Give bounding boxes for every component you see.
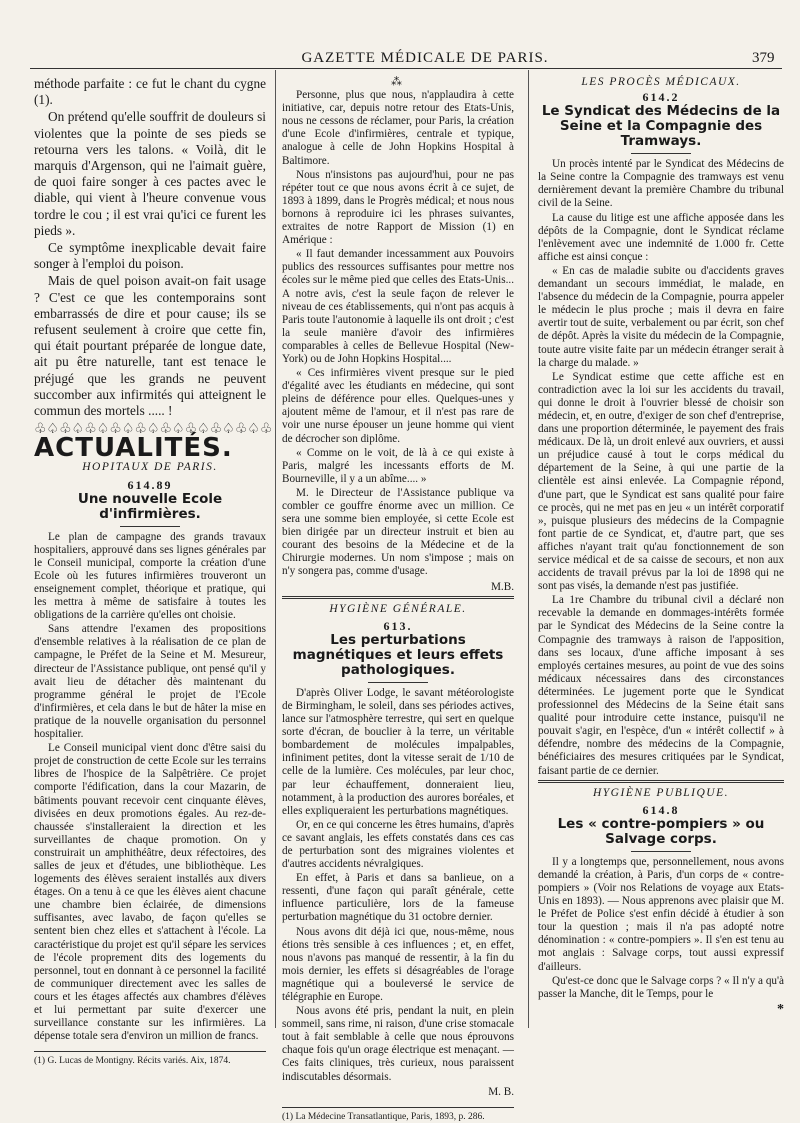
column-right [538, 76, 784, 1016]
title-rule [120, 526, 180, 527]
article-number: 614.8 [642, 802, 680, 817]
article-title: Une nouvelle Ecole d'infirmières. [77, 490, 223, 522]
continuation-mark: * [777, 1001, 784, 1017]
article-number: 614.2 [642, 90, 680, 105]
paragraph: Il y a longtemps que, personnellement, nous avons demandé la création, à Paris, d'un corps de « contre-pompiers » (Voir nos Relations de voyage aux Etats-Unis en 1893). — Nous apprenons avec plaisir que M. le Préfet de Police s'est enfin décidé à étudier à son tour la question ; mais il n'a pas adopté notre dénomination : « contre-pompiers ». Il s'en est tenu au mot anglais : Salvage corps, tout aussi expressif d'ailleurs. [538, 855, 784, 973]
footnote-rule [282, 1107, 514, 1108]
section-heading: HYGIÈNE PUBLIQUE. [592, 786, 730, 799]
intro-text-block [34, 76, 266, 419]
paragraph: La 1re Chambre du tribunal civil a déclaré non recevable la demande en dommages-intérêts formée par le Syndicat des Médecins de la Seine contre la Compagnie des tramways à raison de l'apposition, dans ses locaux, d'une affiche imposant à ses employés certaines mesures, au point de vue des soins médicaux nécessaires dans des circonstances déterminées. Le jugement porte que le Syndicat professionnel des Médecins de la Seine était sans qualité pour introduire cette instance, puisqu'il ne pouvait s'agir, en l'espèce, d'un « intérêt collectif » à défendre, nombre des médecins de la Compagnie, bénéficiaires des mesures critiquées par le Syndicat, faisant partie de ce dernier. [538, 594, 784, 777]
paragraph: Personne, plus que nous, n'applaudira à cette initiative, car, depuis notre retour des Etats-Unis, nous ne cessons de réclamer, pour Paris, la création d'une Ecole d'infirmières, centrale et typique, analogue à celle de John Hopkins Hospital à Baltimore. [282, 89, 514, 167]
footnote: (1) G. Lucas de Montigny. Récits variés. Aix, 1874. [34, 1056, 231, 1067]
section-rule [538, 780, 784, 783]
paragraph: « En cas de maladie subite ou d'accidents graves demandant un secours immédiat, le malade, en l'absence du médecin de la Compagnie, pourra appeler le médecin le plus proche ; mais il devra en faire avertir tout de suite, verbalement ou par écrit, son chef de dépôt. Après la visite du médecin de la Compagnie, toute autre visite faite par un médecin étranger serait à la charge du malade. » [538, 264, 784, 369]
paragraph: D'après Oliver Lodge, le savant météorologiste de Birmingham, le soleil, dans ses périodes actives, lance sur l'atmosphère terrestre, qui sert en quelque sorte d'écran, de bouclier à la terre, un véritable bombardement de molécules impalpables, infiniment petites, dont la vitesse serait de 1/10 de celle de la lumière. Ces molécules, par leur choc, par leur échauffement, donneraient lieu, notamment, à la production des aurores boréales, et elles expliqueraient les perturbations magnétiques. [282, 686, 514, 817]
paragraph: On prétend qu'elle souffrit de douleurs si violentes que la pointe de ses pieds se retourna vers les talons. « Voilà, dit le marquis d'Argenson, qui ne l'aimait guère, de quoi faire songer à ces pactes avec le diable, qui vient à l'heure convenue vous tordre le cou ; il est vrai qu'ici ce furent les pieds ». [34, 109, 266, 238]
article-title: Le Syndicat des Médecins de la Seine et la Compagnie des Tramways. [541, 103, 781, 150]
paragraph: La cause du litige est une affiche apposée dans les dépôts de la Compagnie, dont le Syndicat réclame l'enlèvement avec une indemnité de 1.000 fr. Cette affiche est ainsi conçue : [538, 211, 784, 263]
signature: M. B. [488, 1085, 514, 1098]
paragraph: « Comme on le voit, de là à ce qui existe à Paris, malgré les incessants efforts de M. Bourneville, il y a un abîme.... » [282, 446, 514, 485]
paragraph: Or, en ce qui concerne les êtres humains, d'après ce savant anglais, les effets constatés dans ces cas de perturbation sont des migraines violentes et d'autres accidents névralgiques. [282, 818, 514, 871]
paragraph: Le Conseil municipal vient donc d'être saisi du projet de construction de cette Ecole sur les terrains libres de l'hospice de la Salpêtrière. Ce projet comporte l'édification, dans la cour Mazarin, de bâtiments pouvant recevoir cent cinquante élèves, divisées en deux promotions égales. Au rez-de-chaussée s'installeraient la direction et les surveillantes de chaque promotion. On y construirait un amphithéâtre, deux réfectoires, des salles de jeux et d'études, une bibliothèque. Les logements des élèves seraient installés aux divers étages. On a tenu à ce que les élèves aient chacune une chambre bien éclairée, de dimensions suffisantes, avec lavabo, de façon qu'elles se sentent bien chez elles et s'attachent à l'école. La caractéristique du projet est qu'il sépare les services de l'école proprement dits des logements du personnel, tout en donnant à ce personnel la facilité de communiquer directement avec les salles de cours et les étages affectés aux chambres d'élèves et lui permettant par suite d'exercer une surveillance constante sur les infirmières. La dépense totale sera d'environ un million de francs. [34, 742, 266, 1043]
paragraph: En effet, à Paris et dans sa banlieue, on a ressenti, d'une façon qui paraît générale, cette influence particulière, lors de la fameuse perturbation magnétique du 31 octobre dernier. [282, 872, 514, 924]
paragraph: « Il faut demander incessamment aux Pouvoirs publics des ressources suffisantes pour mettre nos écoles sur le même pied que celles des Etats-Unis... A notre avis, c'est la seule façon de relever le niveau de ces établissements, qui n'ont pas acquis à Paris toute l'autonomie à laquelle ils ont droit ; c'est la seule manière d'avoir des infirmières comparables à celles de Bellevue Hospital (New-York) ou de John Hopkins Hospital.... [282, 248, 514, 365]
page-number: 379 [752, 50, 775, 66]
paragraph: Qu'est-ce donc que le Salvage corps ? « Il n'y a qu'à passer la Manche, dit le Temps, pour le [538, 974, 784, 1000]
footnote: (1) La Médecine Transatlantique, Paris, 1893, p. 286. [282, 1111, 485, 1122]
paragraph: méthode parfaite : ce fut le chant du cygne (1). [34, 76, 266, 108]
column-divider [275, 70, 276, 1028]
paragraph: Le Syndicat estime que cette affiche est en contradiction avec la loi sur les accidents du travail, qui donne le droit à l'ouvrier blessé de choisir son médecin, et, en outre, d'exiger de son chef d'entreprise, dans une proportion déterminée, le payement des frais médicaux. De là, un droit enlevé aux ouvriers, et aussi un préjudice causé à tout le corps médical du département de la Seine, à qui une partie de la clientèle est ainsi enlevée. La Compagnie répond, d'une part, que le Syndicat est sans qualité pour faire ce procès, qui ne met pas en jeu « un intérêt corporatif », puisque plusieurs des médecins de la Compagnie font partie de ce Syndicat, et, d'autre part, que ses affiches n'ayant trait qu'au fonctionnement de son service médical et de sa caisse de secours, et non aux accidents de travail prévus par la loi de 1898 qui ne sont pas visés, la demande n'est pas justifiée. [538, 370, 784, 593]
column-left [34, 76, 273, 1067]
footnote-rule [34, 1051, 266, 1052]
signature: M.B. [490, 580, 514, 593]
paragraph: Un procès intenté par le Syndicat des Médecins de la Seine contre la Compagnie des tramways est venu dernièrement devant la première Chambre du tribunal civil de la Seine. [538, 158, 784, 210]
section-masthead: ACTUALITÉS. [34, 433, 233, 464]
section-heading: HOPITAUX DE PARIS. [82, 461, 218, 474]
paragraph: Nous avons dit déjà ici que, nous-même, nous étions très sensible à ces influences ; et, en effet, nous n'avons pas manqué de ressentir, à la fin du mois dernier, les effets si désagréables de l'orage magnétique qui a bouleversé le service de télégraphie en Europe. [282, 925, 514, 1003]
title-rule [631, 851, 691, 852]
ornament-divider: ♧♤♧♤♧♤♧♤♧♤♧♤♧♤♧♤♧♤♧ [34, 421, 273, 438]
section-heading: LES PROCÈS MÉDICAUX. [581, 76, 741, 88]
paragraph: Mais de quel poison avait-on fait usage ? C'est ce que les contemporains sont embarrassés de dire et pour cause; ils se refusent seulement à croire que cette fin, qui était pourtant préparée de longue date, ait pu être naturelle, tant est tenace le préjugé que les grands ne peuvent succomber aux infirmités qui atteignent le commun des mortels ..... ! [34, 273, 266, 419]
paragraph: Ce symptôme inexplicable devait faire songer à l'emploi du poison. [34, 240, 266, 272]
paragraph: Nous avons été pris, pendant la nuit, en plein sommeil, sans rime, ni raison, d'une crise stomacale tout à fait semblable à celle que nous éprouvons chaque fois qu'un orage électrique est menaçant. — Ces faits cliniques, très curieux, nous paraissent indiscutables désormais. [282, 1005, 514, 1083]
paragraph: Le plan de campagne des grands travaux hospitaliers, approuvé dans ses lignes générales par le Conseil municipal, comporte la création d'une Ecole où les futures infirmières trouveront un enseignement complet, théorique et pratique, qui les mettra à même de satisfaire à toutes les obligations de la carrière qu'elles ont choisie. [34, 530, 266, 622]
header-rule [30, 68, 782, 69]
column-middle [282, 76, 514, 1123]
article-title: Les perturbations magnétiques et leurs effets pathologiques. [292, 631, 504, 678]
asterism: ⁂ [391, 76, 405, 88]
section-heading: HYGIÈNE GÉNÉRALE. [329, 602, 467, 615]
paragraph: Nous n'insistons pas aujourd'hui, pour ne pas répéter tout ce que nous avons écrit à ce sujet, de 1893 à 1899, dans le Progrès médical; et nous nous bornons à reproduire ici les phrases suivantes, extraites de notre Rapport de Mission (1) en Amérique : [282, 168, 514, 247]
paragraph: Sans attendre l'examen des propositions d'ensemble relatives à la réalisation de ce plan de campagne, le Préfet de la Seine et M. Mesureur, directeur de l'Assistance publique, ont pensé qu'il y avait lieu de détacher dès maintenant du programme général le projet de l'Ecole d'infirmières, et cela dans le but de hâter la mise en pratique de la nouvelle organisation du personnel hospitalier. [34, 623, 266, 741]
section-rule [282, 596, 514, 599]
paragraph: « Ces infirmières vivent presque sur le pied d'égalité avec les étudiants en médecine, qui sont pleins de déférence pour elles. Quelques-unes y ajoutent même de l'amour, et il n'est pas rare de voir une nurse épouser un jeune homme qui vient de décrocher son diplôme. [282, 367, 514, 445]
article-number: 614.89 [127, 477, 173, 492]
running-title: GAZETTE MÉDICALE DE PARIS. [301, 50, 549, 66]
article-number: 613. [383, 618, 413, 633]
column-divider [528, 70, 529, 1028]
paragraph: M. le Directeur de l'Assistance publique va combler ce gouffre énorme avec un million. Ce sera une somme bien employée, si cette Ecole est bien dirigée par un directeur instruit et bien au courant des besoins de la Médecine et de la Chirurgie modernes. Un nom s'impose ; mais on n'y songera pas, comme d'usage. [282, 486, 514, 578]
article-title: Les « contre-pompiers » ou Salvage corps. [557, 815, 765, 847]
title-rule [368, 682, 428, 683]
title-rule [631, 153, 691, 154]
